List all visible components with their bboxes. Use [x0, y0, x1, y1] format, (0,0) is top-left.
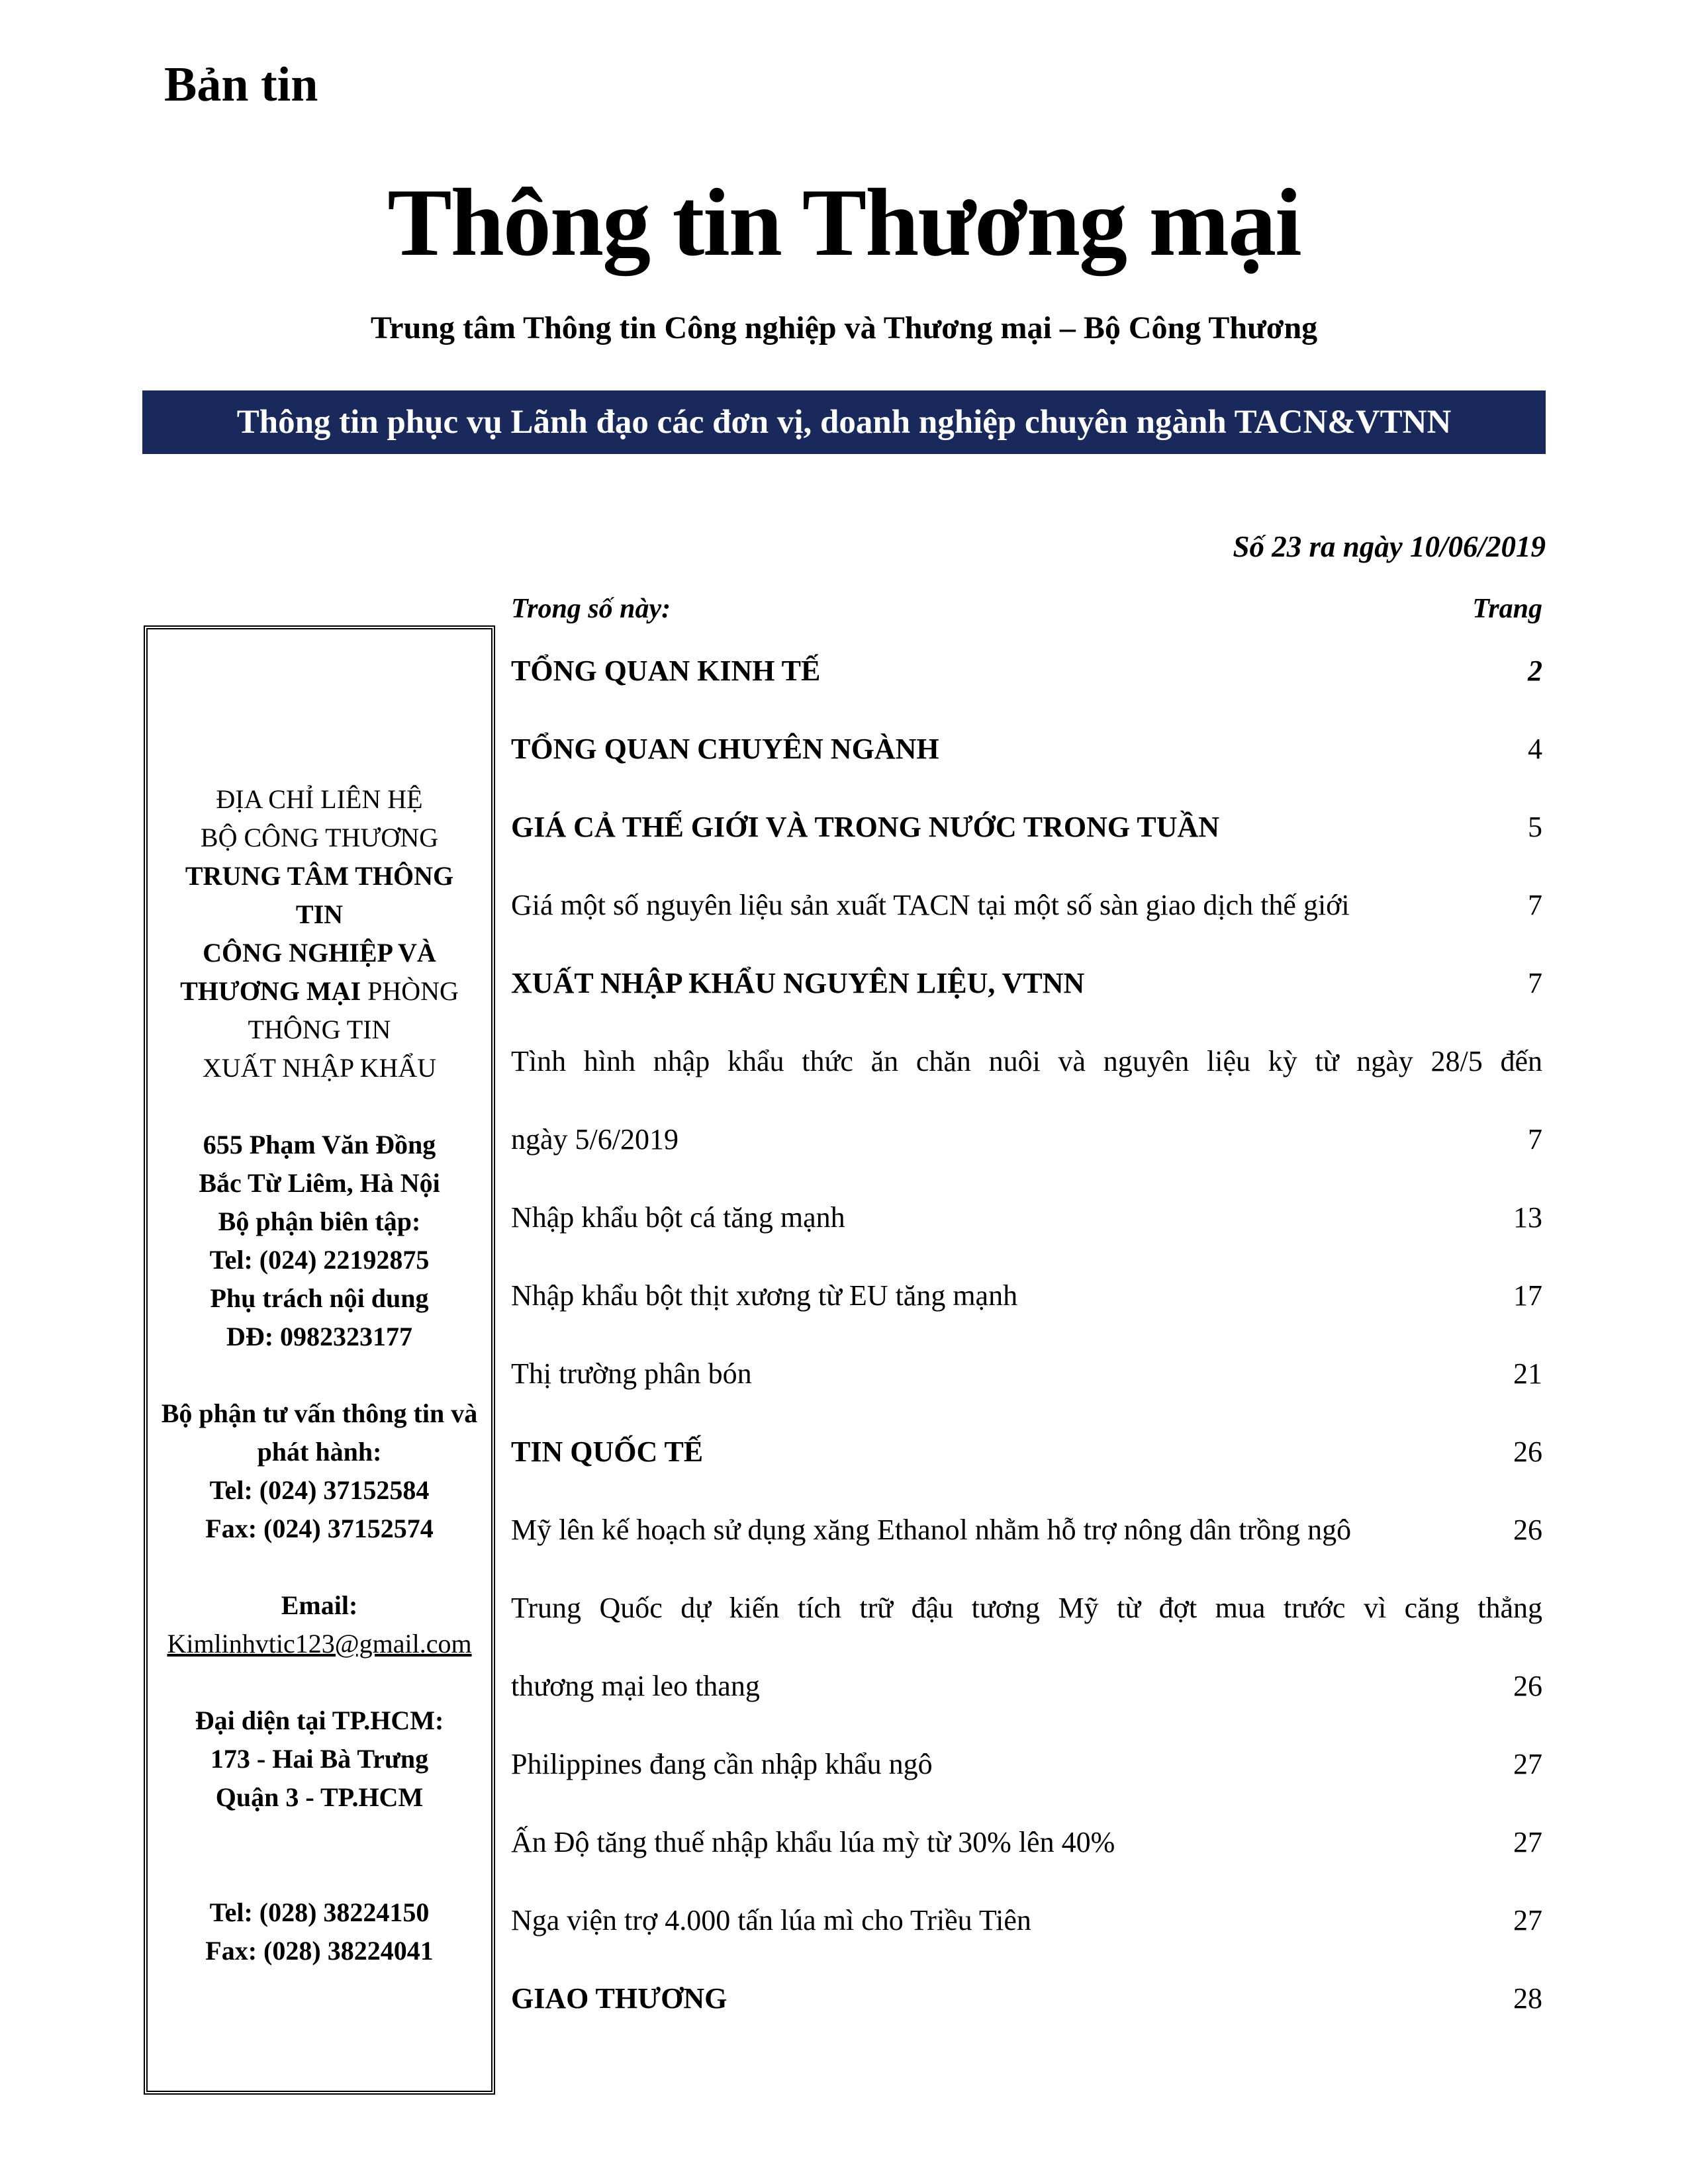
toc-page-number: 28 [1513, 1982, 1542, 2015]
sidebar-line-text: ĐỊA CHỈ LIÊN HỆ [216, 784, 423, 814]
sidebar-spacer [148, 1087, 491, 1126]
toc-row [511, 1745, 1542, 1823]
sidebar-line [148, 1586, 491, 1625]
toc-entry-title: Nga viện trợ 4.000 tấn lúa mì cho Triều Tiên [511, 1904, 1031, 1936]
audience-banner: Thông tin phục vụ Lãnh đạo các đơn vị, doanh nghiệp chuyên ngành TACN&VTNN [142, 390, 1546, 454]
toc-row [511, 1901, 1542, 1979]
toc-row [511, 1979, 1542, 2058]
sidebar-line-text: Bộ phận biên tập: [218, 1206, 421, 1236]
toc-page-number: 4 [1528, 733, 1542, 765]
toc-entry-title: Nhập khẩu bột cá tăng mạnh [511, 1201, 845, 1234]
page-title: Thông tin Thương mại [387, 169, 1301, 276]
sidebar-line-text: PHÒNG [367, 976, 459, 1006]
toc-page-number: 7 [1528, 1123, 1542, 1156]
toc-entry-title: GIAO THƯƠNG [511, 1982, 727, 2015]
toc-page-column-label: Trang [1472, 594, 1542, 624]
sidebar-spacer [148, 1663, 491, 1702]
contact-sidebar [144, 625, 495, 2095]
toc-page-number: 7 [1528, 967, 1542, 999]
toc-row [511, 1120, 1542, 1199]
toc-row [511, 1667, 1542, 1745]
sidebar-line [148, 1203, 491, 1241]
sidebar-line-text: 173 - Hai Bà Trưng [210, 1744, 429, 1774]
sidebar-line [148, 1318, 491, 1356]
sidebar-spacer [148, 1855, 491, 1893]
sidebar-line-text: Tel: (024) 37152584 [209, 1475, 430, 1505]
toc-entry-title: TIN QUỐC TẾ [511, 1435, 704, 1468]
toc-row [511, 1355, 1542, 1433]
toc-entry-title: TỔNG QUAN CHUYÊN NGÀNH [511, 733, 939, 765]
toc-entry-title: GIÁ CẢ THẾ GIỚI VÀ TRONG NƯỚC TRONG TUẦN [511, 811, 1220, 843]
toc-page-number: 27 [1513, 1826, 1542, 1858]
toc-page-number: 13 [1513, 1201, 1542, 1234]
sidebar-line-text: TRUNG TÂM THÔNG [185, 861, 454, 891]
sidebar-line-text: Quận 3 - TP.HCM [215, 1782, 424, 1812]
toc-page-number: 5 [1528, 811, 1542, 843]
sidebar-line [148, 1778, 491, 1817]
sidebar-line-text: 655 Phạm Văn Đồng [203, 1130, 436, 1160]
sidebar-line-text: XUẤT NHẬP KHẨU [202, 1053, 437, 1083]
sidebar-line [148, 780, 491, 819]
sidebar-spacer [148, 1548, 491, 1586]
sidebar-line-text: TIN [295, 899, 344, 929]
toc-row [511, 1042, 1542, 1120]
sidebar-line-text: Fax: (024) 37152574 [205, 1514, 434, 1543]
sidebar-line [148, 1740, 491, 1778]
toc-entry-title: Thị trường phân bón [511, 1357, 752, 1390]
toc-row [511, 1433, 1542, 1511]
sidebar-line [148, 1126, 491, 1164]
toc-page-number: 2 [1528, 655, 1542, 687]
sidebar-line-text: Đại diện tại TP.HCM: [195, 1706, 444, 1735]
sidebar-line-text: THƯƠNG MẠI [180, 976, 368, 1006]
sidebar-line [148, 1394, 491, 1433]
sidebar-line-text: DĐ: 0982323177 [226, 1322, 413, 1351]
toc-entry-title: ngày 5/6/2019 [511, 1123, 679, 1156]
toc-entry-title: Nhập khẩu bột thịt xương từ EU tăng mạnh [511, 1279, 1018, 1312]
sidebar-line-text: Phụ trách nội dung [210, 1283, 429, 1313]
toc-entry-title: Ấn Độ tăng thuế nhập khẩu lúa mỳ từ 30% lên 40% [511, 1826, 1115, 1858]
sidebar-line-text: Bắc Từ Liêm, Hà Nội [199, 1168, 440, 1198]
sidebar-line-text: Kimlinhvtic123@gmail.com [167, 1629, 472, 1659]
sidebar-line [148, 1011, 491, 1049]
sidebar-line-text: Email: [281, 1590, 358, 1620]
toc-row [511, 808, 1542, 886]
sidebar-line [148, 1433, 491, 1471]
toc-row [511, 730, 1542, 808]
issue-date-line: Số 23 ra ngày 10/06/2019 [1233, 530, 1546, 563]
sidebar-line [148, 1279, 491, 1318]
sidebar-line [148, 1241, 491, 1279]
sidebar-line-text: Fax: (028) 38224041 [205, 1936, 434, 1966]
toc-entry-title: Philippines đang cần nhập khẩu ngô [511, 1748, 933, 1780]
sidebar-line-text: Bộ phận tư vấn thông tin và [161, 1398, 478, 1428]
sidebar-line [148, 819, 491, 857]
toc-page-number: 26 [1513, 1435, 1542, 1468]
toc-page-number: 27 [1513, 1904, 1542, 1936]
table-of-contents [511, 652, 1542, 2058]
toc-page-number: 17 [1513, 1279, 1542, 1312]
sidebar-line-text: CÔNG NGHIỆP VÀ [203, 938, 436, 968]
sidebar-line [148, 895, 491, 934]
sidebar-line [148, 857, 491, 895]
sidebar-line [148, 1510, 491, 1548]
sidebar-line [148, 1164, 491, 1203]
sidebar-line-text: THÔNG TIN [248, 1015, 391, 1044]
sidebar-line [148, 972, 491, 1011]
bulletin-kicker: Bản tin [164, 58, 318, 112]
toc-entry-title: Giá một số nguyên liệu sản xuất TACN tại một số sàn giao dịch thế giới [511, 889, 1350, 921]
toc-row [511, 1277, 1542, 1355]
sidebar-line [148, 1893, 491, 1932]
toc-row [511, 1511, 1542, 1589]
toc-entry-title: thương mại leo thang [511, 1670, 760, 1702]
toc-entry-title: Tình hình nhập khẩu thức ăn chăn nuôi và nguyên liệu kỳ từ ngày 28/5 đến [511, 1045, 1542, 1077]
toc-row [511, 964, 1542, 1042]
toc-row [511, 1823, 1542, 1901]
toc-header [511, 593, 1542, 625]
sidebar-line-text: Tel: (028) 38224150 [209, 1897, 430, 1927]
sidebar-line-text: Tel: (024) 22192875 [209, 1245, 430, 1275]
toc-entry-title: XUẤT NHẬP KHẨU NGUYÊN LIỆU, VTNN [511, 967, 1085, 999]
toc-row [511, 1199, 1542, 1277]
sidebar-spacer [148, 1356, 491, 1394]
sidebar-line [148, 1471, 491, 1510]
toc-entry-title: Trung Quốc dự kiến tích trữ đậu tương Mỹ từ đợt mua trước vì căng thẳng [511, 1592, 1542, 1624]
toc-entry-title: Mỹ lên kế hoạch sử dụng xăng Ethanol nhằm hỗ trợ nông dân trồng ngô [511, 1514, 1352, 1546]
sidebar-line [148, 1932, 491, 1970]
toc-page-number: 27 [1513, 1748, 1542, 1780]
toc-page-number: 21 [1513, 1357, 1542, 1390]
email-link[interactable] [148, 1625, 491, 1663]
sidebar-line-text: BỘ CÔNG THƯƠNG [200, 823, 439, 852]
publisher-subtitle: Trung tâm Thông tin Công nghiệp và Thương mại – Bộ Công Thương [370, 310, 1318, 345]
toc-page-number: 26 [1513, 1670, 1542, 1702]
sidebar-line-text: phát hành: [257, 1437, 382, 1467]
toc-heading: Trong số này: [511, 594, 671, 624]
sidebar-line [148, 1049, 491, 1087]
sidebar-line [148, 934, 491, 972]
toc-page-number: 26 [1513, 1514, 1542, 1546]
sidebar-line [148, 1702, 491, 1740]
toc-row [511, 652, 1542, 730]
sidebar-spacer [148, 1817, 491, 1855]
toc-page-number: 7 [1528, 889, 1542, 921]
toc-row [511, 1589, 1542, 1667]
toc-entry-title: TỔNG QUAN KINH TẾ [511, 655, 821, 687]
toc-row [511, 886, 1542, 964]
